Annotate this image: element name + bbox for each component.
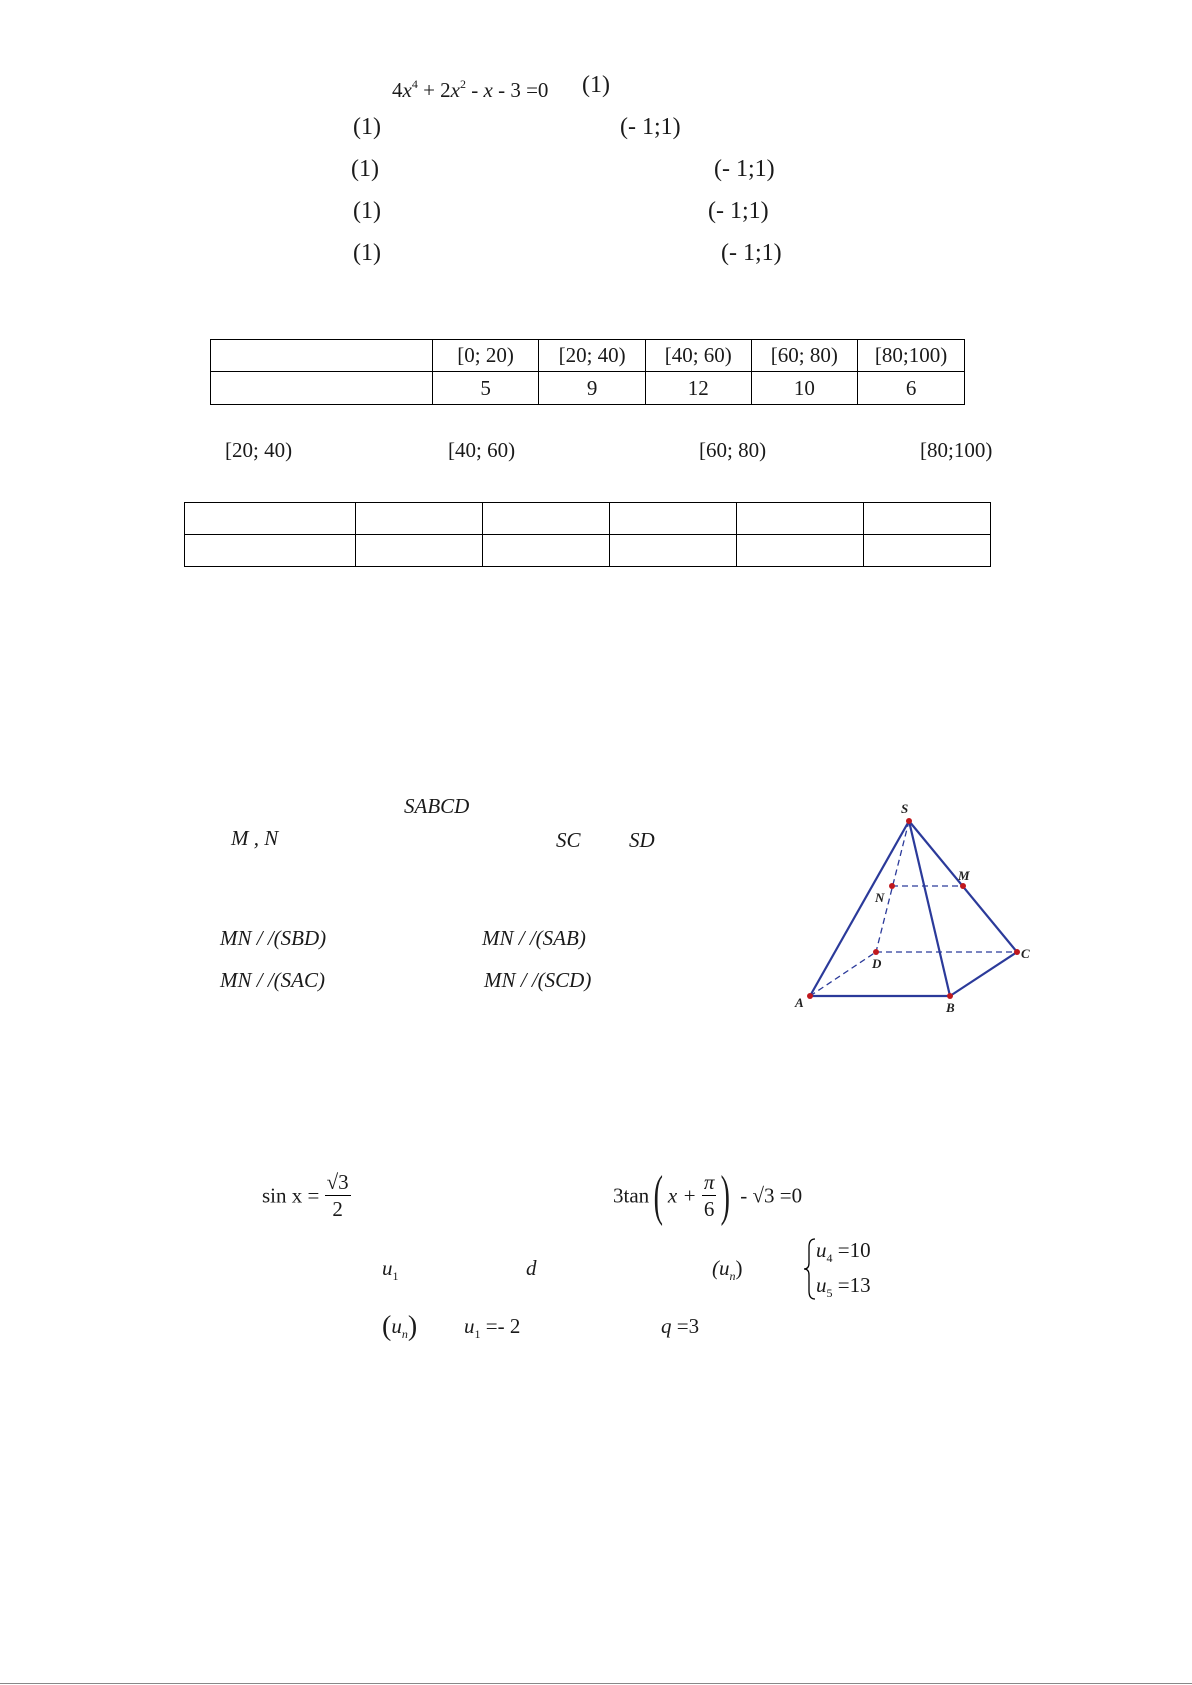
table-cell: [60; 80) xyxy=(751,340,858,372)
arith-seq: $(u_n)$ xyxy=(712,1256,743,1283)
system-line-2: $u_5 =13$ xyxy=(816,1273,871,1300)
table-cell xyxy=(610,503,737,535)
table-cell xyxy=(736,535,864,567)
frequency-table xyxy=(210,339,965,405)
option-a-interval: (- 1;1) xyxy=(620,114,681,140)
point-b xyxy=(947,993,953,999)
equation: $4x^4 + 2x^2 - x - 3 =0$ xyxy=(392,77,549,102)
empty-table xyxy=(184,502,991,567)
table-cell xyxy=(482,503,610,535)
label-d: D xyxy=(872,956,882,971)
table-cell xyxy=(356,535,483,567)
point-c xyxy=(1014,949,1020,955)
edge-ad xyxy=(810,952,876,996)
choice-d: MN / /(SCD) xyxy=(484,968,592,992)
pyramid-figure xyxy=(780,795,1050,1025)
interval-option: [80;100) xyxy=(920,438,993,462)
option-b-interval: (- 1;1) xyxy=(714,156,775,182)
table-cell xyxy=(482,535,610,567)
system-line-1: $u_4 =10$ xyxy=(816,1238,871,1265)
table-cell: 5 xyxy=(432,372,539,405)
edge-sa xyxy=(810,821,909,996)
choice-b: MN / /(SAB) xyxy=(482,926,586,950)
table-cell xyxy=(185,535,356,567)
geom-u1: $u_1 =- 2$ xyxy=(464,1314,521,1341)
choice-a: MN / /(SBD) xyxy=(220,926,327,950)
table-cell xyxy=(211,372,433,405)
trig-eq2: 3tan( x + $\frac{\pi}{6}$ ) - √3 =0 xyxy=(613,1165,803,1227)
edge-sd: SD xyxy=(629,828,655,852)
table-cell xyxy=(736,503,864,535)
table-cell xyxy=(356,503,483,535)
table-cell: [40; 60) xyxy=(645,340,751,372)
point-n xyxy=(889,883,895,889)
label-b: B xyxy=(946,1000,955,1015)
point-m xyxy=(960,883,966,889)
label-s: S xyxy=(901,801,909,816)
trig-eq1: sin x = $\frac{√3}{2}$ xyxy=(262,1170,349,1221)
system-brace xyxy=(803,1237,817,1301)
interval-option: [60; 80) xyxy=(699,438,767,462)
option-d-label: (1) xyxy=(353,240,381,266)
option-a-label: (1) xyxy=(353,114,381,140)
table-cell: 9 xyxy=(539,372,646,405)
point-a xyxy=(807,993,813,999)
option-c-interval: (- 1;1) xyxy=(708,198,769,224)
interval-option: [40; 60) xyxy=(448,438,516,462)
label-n: N xyxy=(875,890,885,905)
label-c: C xyxy=(1021,946,1030,961)
table-cell: [0; 20) xyxy=(432,340,539,372)
table-cell xyxy=(864,535,991,567)
pyramid-name: SABCD xyxy=(404,794,470,818)
label-m: M xyxy=(958,868,970,883)
points-mn: M , N xyxy=(231,826,279,850)
point-s xyxy=(906,818,912,824)
table-cell xyxy=(211,340,433,372)
option-d-interval: (- 1;1) xyxy=(721,240,782,266)
label-a: A xyxy=(795,995,804,1010)
arith-u1: $u_1$ xyxy=(382,1256,399,1283)
table-cell: 12 xyxy=(645,372,751,405)
option-c-label: (1) xyxy=(353,198,381,224)
arith-d: d xyxy=(526,1256,537,1280)
edge-bc xyxy=(950,952,1017,996)
table-cell xyxy=(610,535,737,567)
choice-c: MN / /(SAC) xyxy=(220,968,325,992)
geom-q: q =3 xyxy=(661,1314,700,1338)
table-cell xyxy=(185,503,356,535)
geom-seq: $(u_n)$ xyxy=(382,1311,418,1342)
table-cell: [20; 40) xyxy=(539,340,646,372)
edge-sc: SC xyxy=(556,828,581,852)
option-b-label: (1) xyxy=(351,156,379,182)
table-cell xyxy=(864,503,991,535)
table-cell: 6 xyxy=(858,372,965,405)
point-d xyxy=(873,949,879,955)
table-cell: 10 xyxy=(751,372,858,405)
interval-option: [20; 40) xyxy=(225,438,293,462)
equation-label: (1) xyxy=(582,72,610,98)
table-cell: [80;100) xyxy=(858,340,965,372)
page-bottom-rule xyxy=(0,1683,1192,1684)
